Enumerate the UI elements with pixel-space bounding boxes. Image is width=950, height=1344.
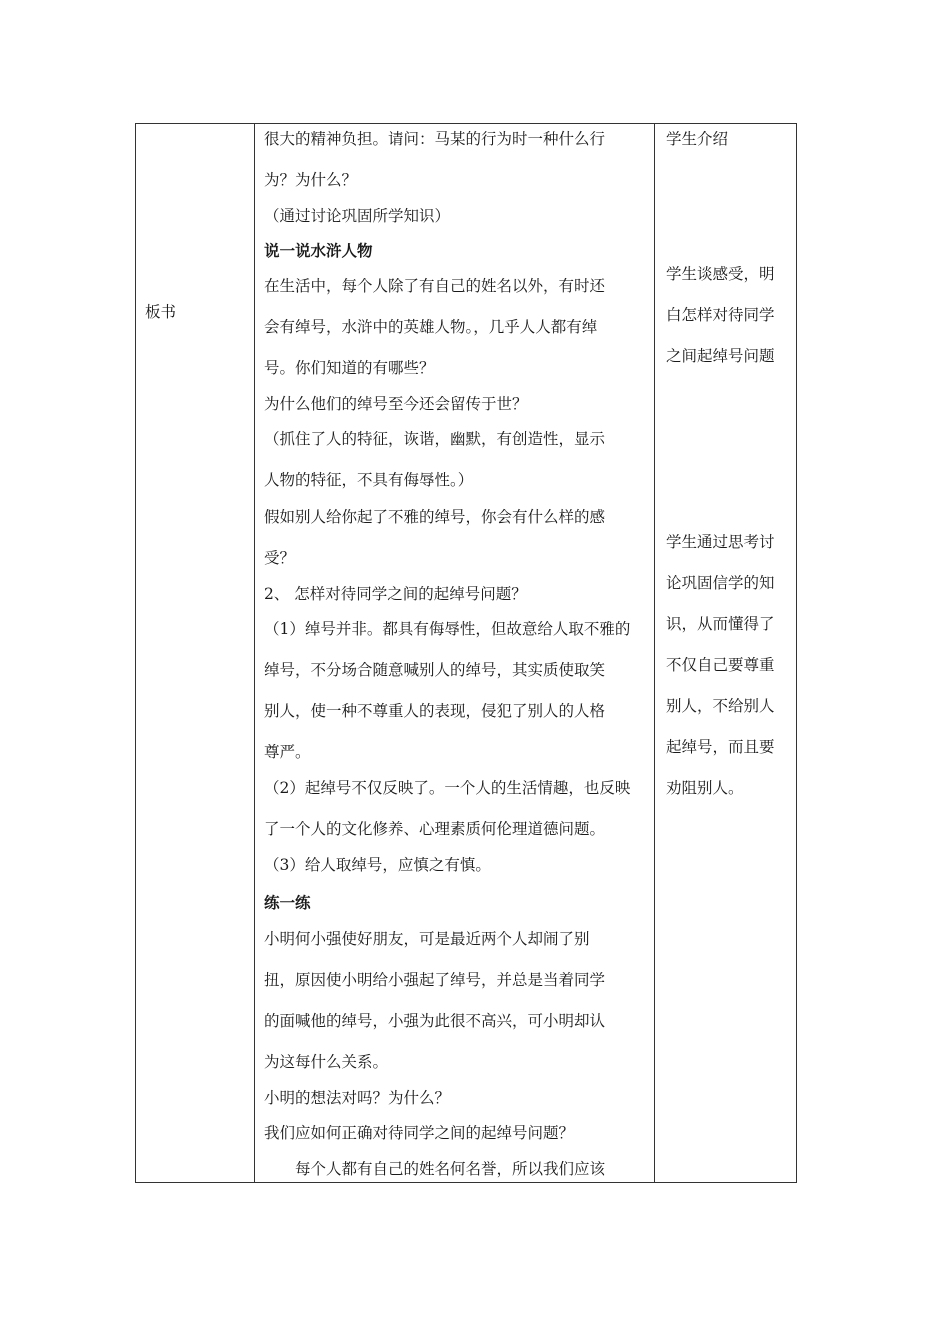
section-heading: 说一说水浒人物 <box>264 241 373 260</box>
text-line: 2、 怎样对待同学之间的起绰号问题？ <box>264 585 527 603</box>
text-line: 人物的特征，不具有侮辱性。） <box>264 471 474 489</box>
activity-line: 学生谈感受，明 <box>666 265 775 283</box>
text-line: 假如别人给你起了不雅的绰号，你会有什么样的感 <box>264 508 606 526</box>
text-line: 小明的想法对吗？为什么？ <box>264 1089 451 1107</box>
text-line: 很大的精神负担。请问：马某的行为时一种什么行 <box>264 130 606 148</box>
text-line: 尊严。 <box>264 743 311 761</box>
board-column <box>136 124 255 1182</box>
text-line: （1）绰号并非。都具有侮辱性，但故意给人取不雅的 <box>264 620 631 638</box>
student-activity-column <box>655 124 796 1182</box>
text-line: 绰号，不分场合随意喊别人的绰号，其实质使取笑 <box>264 661 606 679</box>
activity-line: 白怎样对待同学 <box>666 306 775 324</box>
activity-line: 别人，不给别人 <box>666 697 775 715</box>
text-line: 号。你们知道的有哪些？ <box>264 359 435 377</box>
lesson-table <box>135 123 797 1183</box>
text-line: 为什么他们的绰号至今还会留传于世？ <box>264 395 528 413</box>
text-line: 别人，使一种不尊重人的表现，侵犯了别人的人格 <box>264 702 606 720</box>
text-line: 在生活中，每个人除了有自己的姓名以外，有时还 <box>264 277 606 295</box>
text-line: 每个人都有自己的姓名何名誉，所以我们应该 <box>264 1160 606 1178</box>
activity-line: 起绰号，而且要 <box>666 738 775 756</box>
activity-line: 识，从而懂得了 <box>666 615 775 633</box>
activity-line: 学生介绍 <box>666 130 729 148</box>
text-line: （抓住了人的特征，诙谐，幽默，有创造性，显示 <box>264 430 606 448</box>
board-label: 板书 <box>145 303 177 321</box>
text-line: 扭，原因使小明给小强起了绰号，并总是当着同学 <box>264 971 606 989</box>
section-heading: 练一练 <box>264 893 311 912</box>
text-line: 了一个人的文化修养、心理素质何伦理道德问题。 <box>264 820 606 838</box>
text-line: 为？为什么？ <box>264 171 358 189</box>
activity-line: 不仅自己要尊重 <box>666 656 775 674</box>
text-line: 受？ <box>264 549 296 567</box>
text-line: 为这每什么关系。 <box>264 1053 389 1071</box>
text-line: 会有绰号，水浒中的英雄人物。，几乎人人都有绰 <box>264 318 598 336</box>
activity-line: 劝阻别人。 <box>666 779 744 797</box>
text-line: 我们应如何正确对待同学之间的起绰号问题？ <box>264 1124 575 1142</box>
text-line: 小明何小强使好朋友，可是最近两个人却闹了别 <box>264 930 590 948</box>
content-column <box>255 124 655 1182</box>
activity-line: 学生通过思考讨 <box>666 533 775 551</box>
activity-line: 之间起绰号问题 <box>666 347 775 365</box>
text-line: （2）起绰号不仅反映了。一个人的生活情趣，也反映 <box>264 779 631 797</box>
text-line: （3）给人取绰号，应慎之有慎。 <box>264 856 491 874</box>
text-line: 的面喊他的绰号，小强为此很不高兴，可小明却认 <box>264 1012 606 1030</box>
text-line: （通过讨论巩固所学知识） <box>264 207 451 225</box>
activity-line: 论巩固信学的知 <box>666 574 775 592</box>
